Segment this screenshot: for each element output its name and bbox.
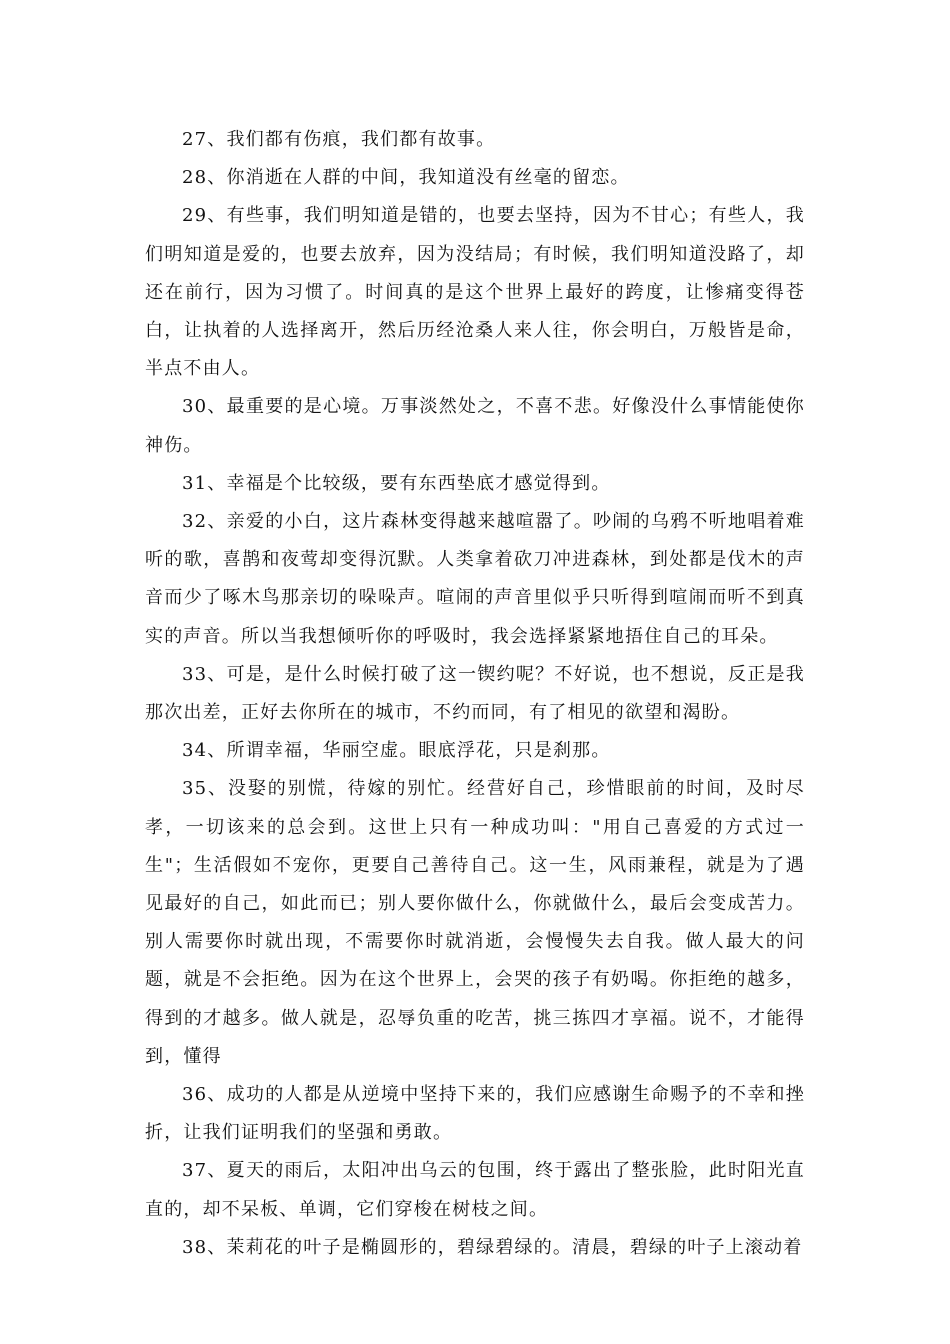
item-text: 我们都有伤痕，我们都有故事。 xyxy=(226,129,496,150)
item-number: 34、 xyxy=(182,740,227,762)
item-text: 有些事，我们明知道是错的，也要去坚持，因为不甘心；有些人，我们明知道是爱的，也要去放弃，因为没结局；有时候，我们明知道没路了，却还在前行，因为习惯了。时间真的是这个世界上最好的跨度，让惨痛变得苍白，让执着的人选择离开，然后历经沧桑人来人往，你会明白，万般皆是命，半点不由人。 xyxy=(145,205,805,380)
item-number: 31、 xyxy=(182,472,227,494)
paragraph-27 xyxy=(145,121,805,159)
paragraph-36 xyxy=(145,1076,805,1152)
item-text: 所谓幸福，华丽空虚。眼底浮花，只是刹那。 xyxy=(226,740,611,762)
paragraph-31 xyxy=(145,465,805,503)
paragraph-33 xyxy=(145,656,805,732)
item-number: 37、 xyxy=(182,1160,227,1182)
item-number: 28、 xyxy=(182,167,227,189)
item-text: 幸福是个比较级，要有东西垫底才感觉得到。 xyxy=(226,472,611,494)
paragraph-29 xyxy=(145,197,805,388)
item-text: 你消逝在人群的中间，我知道没有丝毫的留恋。 xyxy=(226,167,630,189)
item-number: 35、 xyxy=(182,778,228,800)
item-text: 夏天的雨后，太阳冲出乌云的包围，终于露出了整张脸，此时阳光直直的，却不呆板、单调，它们穿梭在树枝之间。 xyxy=(145,1160,805,1220)
item-number: 29、 xyxy=(182,205,227,227)
item-number: 30、 xyxy=(182,396,227,418)
item-number: 33、 xyxy=(182,663,227,685)
paragraph-37 xyxy=(145,1152,805,1228)
item-number: 32、 xyxy=(182,511,227,533)
item-text: 没娶的别慌，待嫁的别忙。经营好自己，珍惜眼前的时间，及时尽孝，一切该来的总会到。这世上只有一种成功叫："用自己喜爱的方式过一生"；生活假如不宠你，更要自己善待自己。这一生，风雨兼程，就是为了遇见最好的自己，如此而已；别人要你做什么，你就做什么，最后会变成苦力。别人需要你时就出现，不需要你时就消逝，会慢慢失去自我。做人最大的问题，就是不会拒绝。因为在这个世界上，会哭的孩子有奶喝。你拒绝的越多，得到的才越多。做人就是，忍辱负重的吃苦，挑三拣四才享福。说不，才能得到，懂得 xyxy=(145,778,805,1067)
item-text: 成功的人都是从逆境中坚持下来的，我们应感谢生命赐予的不幸和挫折，让我们证明我们的坚强和勇敢。 xyxy=(145,1084,805,1144)
item-number: 36、 xyxy=(182,1084,227,1106)
paragraph-34 xyxy=(145,732,805,770)
paragraph-38 xyxy=(145,1229,805,1267)
item-text: 亲爱的小白，这片森林变得越来越喧嚣了。吵闹的乌鸦不听地唱着难听的歌，喜鹊和夜莺却变得沉默。人类拿着砍刀冲进森林，到处都是伐木的声音而少了啄木鸟那亲切的哚哚声。喧闹的声音里似乎只听得到喧闹而听不到真实的声音。所以当我想倾听你的呼吸时，我会选择紧紧地捂住自己的耳朵。 xyxy=(145,511,805,647)
item-number: 38、 xyxy=(182,1236,227,1258)
paragraph-32 xyxy=(145,503,805,656)
paragraph-30 xyxy=(145,388,805,464)
item-number: 27、 xyxy=(182,129,227,150)
paragraph-35 xyxy=(145,770,805,1076)
item-text: 可是，是什么时候打破了这一锲约呢？不好说，也不想说，反正是我那次出差，正好去你所在的城市，不约而同，有了相见的欲望和渴盼。 xyxy=(145,663,805,724)
document-body xyxy=(145,121,805,1267)
item-text: 茉莉花的叶子是椭圆形的，碧绿碧绿的。清晨，碧绿的叶子上滚动着 xyxy=(226,1236,803,1258)
paragraph-28 xyxy=(145,159,805,197)
item-text: 最重要的是心境。万事淡然处之，不喜不悲。好像没什么事情能使你神伤。 xyxy=(145,396,805,456)
